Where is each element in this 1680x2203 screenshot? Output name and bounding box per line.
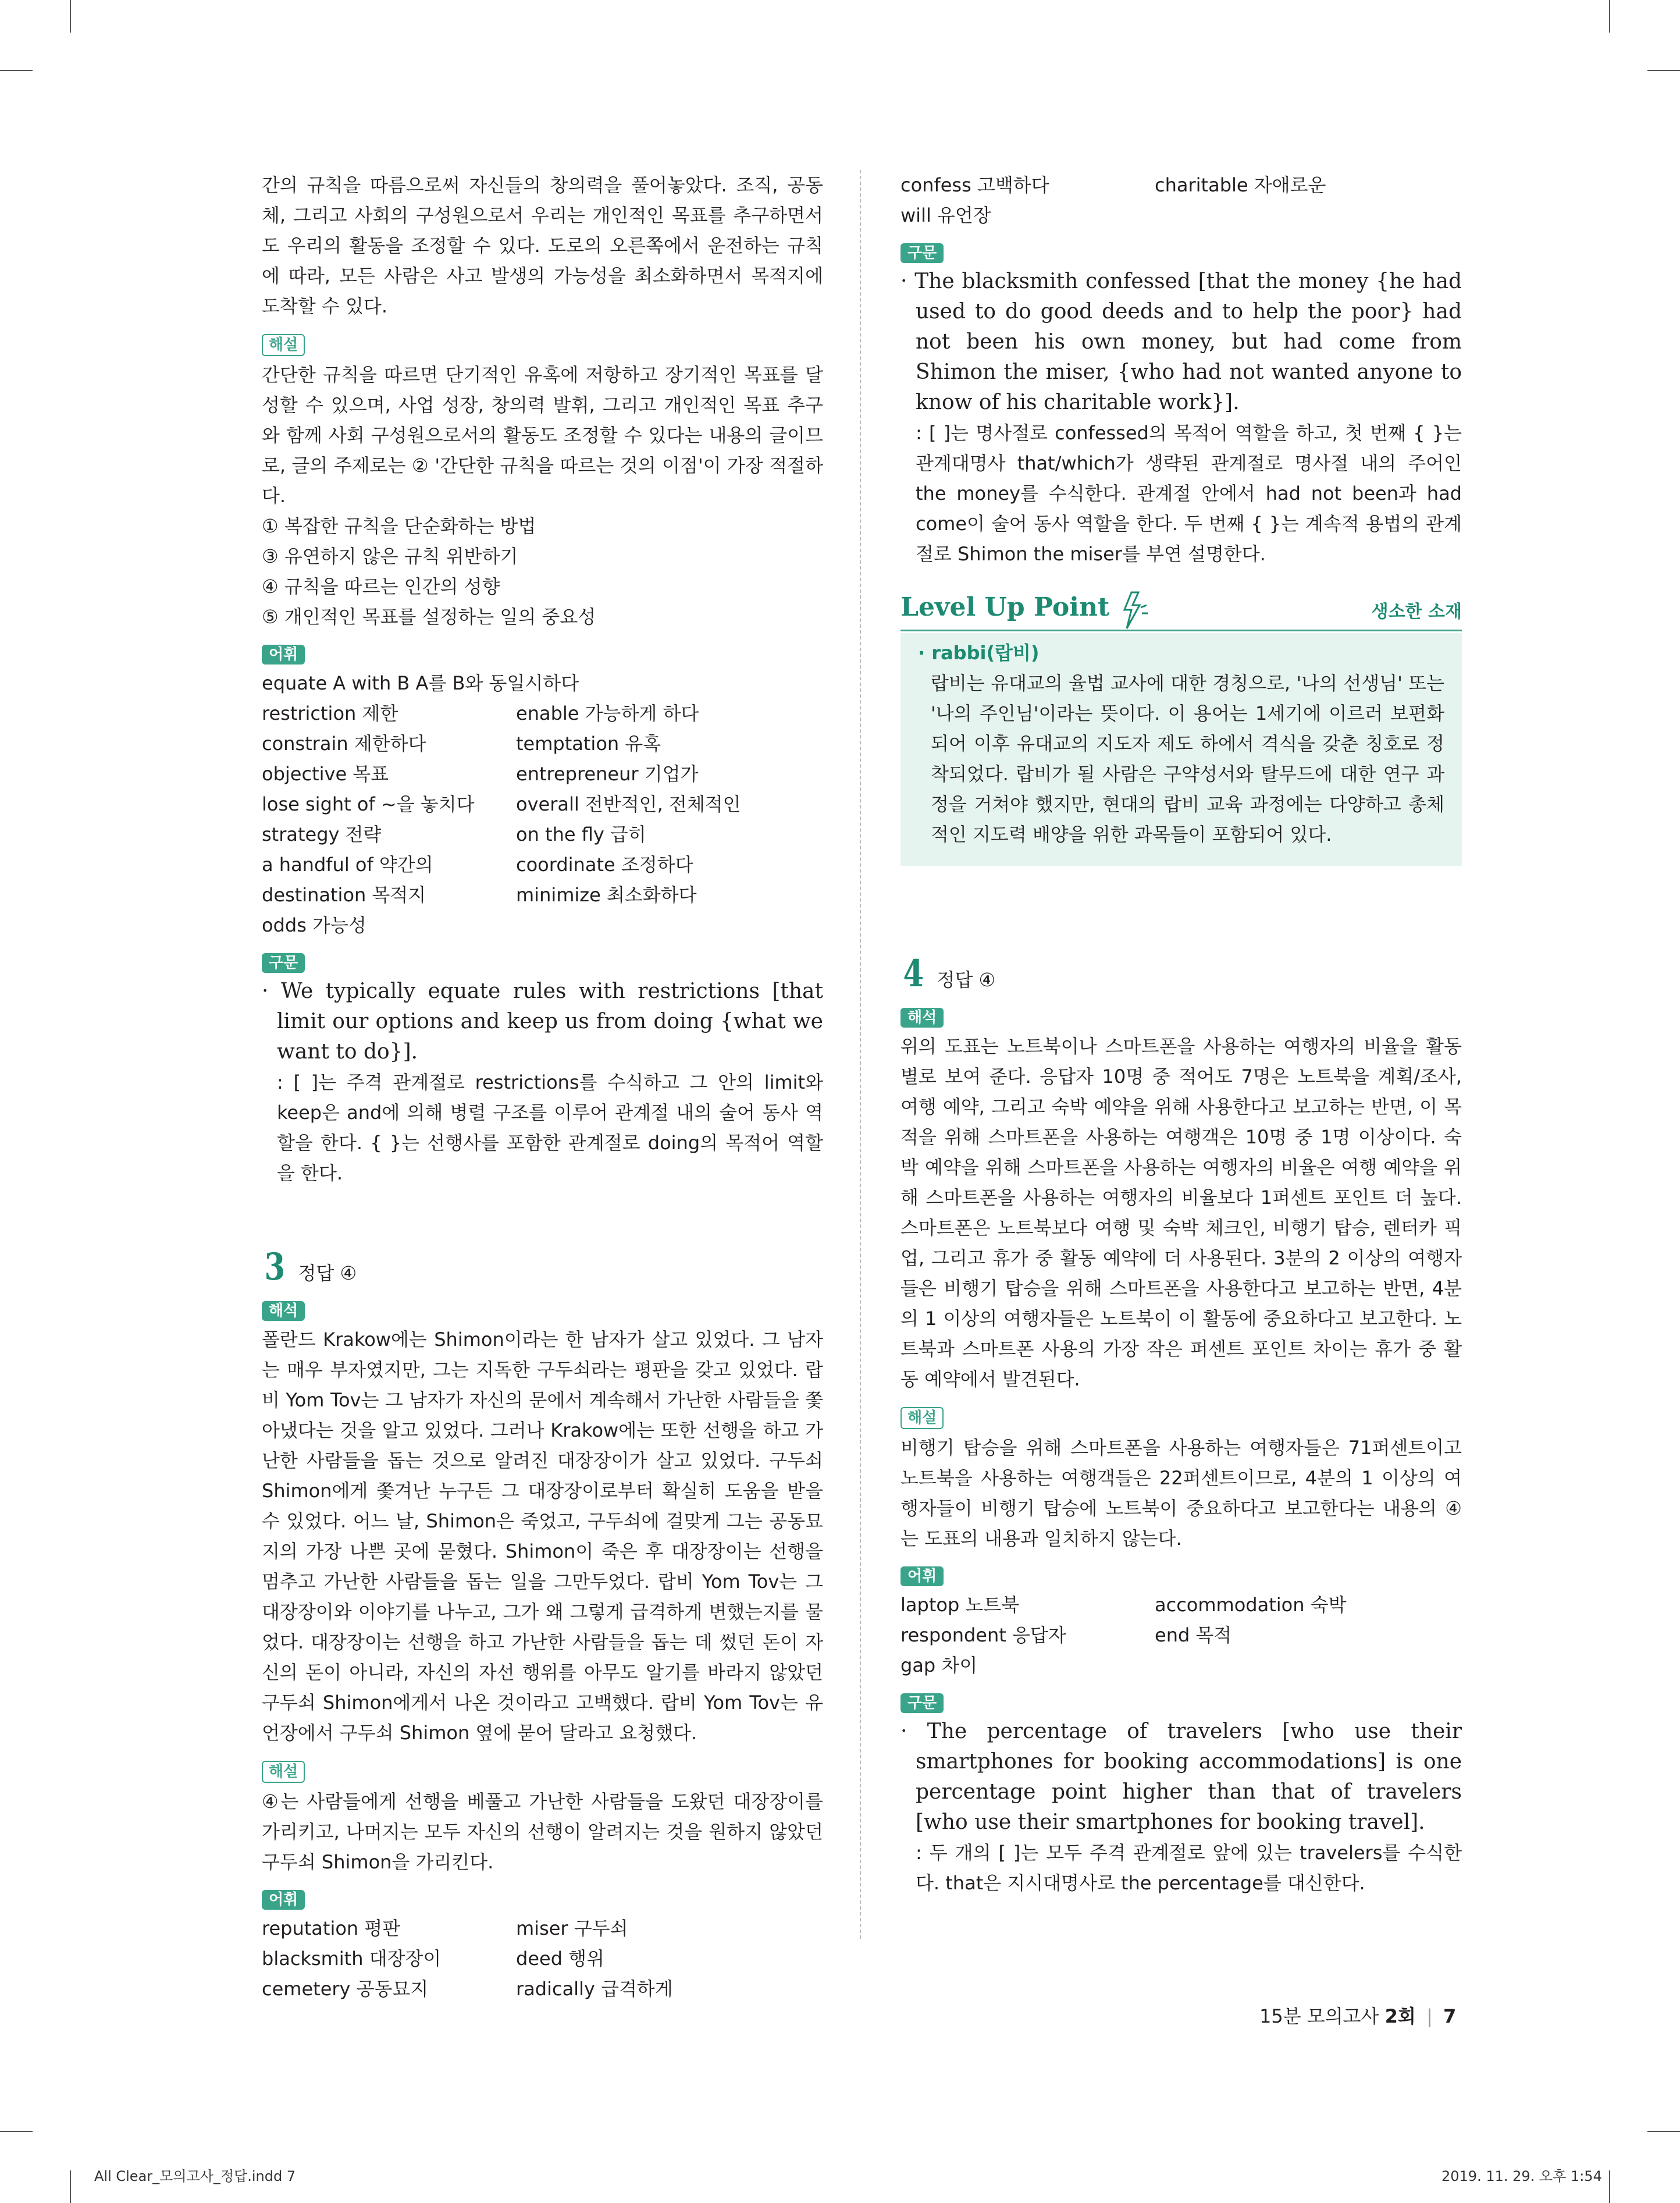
translation-text: 위의 도표는 노트북이나 스마트폰을 사용하는 여행자의 비율을 활동별로 보여 준다. 응답자 10명 중 적어도 7명은 노트북을 계획/조사, 여행 예약, 그리고 숙박 예약을 위해 사용한다고 보고하는 반면, 이 목적을 위해 스마트폰을 사용하는 여행객은 10명 중 1명 이상이다. 숙박 예약을 위해 스마트폰을 사용하는 여행자의 비율은 여행 예약을 위해 스마트폰을 사용하는 여행자의 비율보다 1퍼센트 포인트 더 높다. 스마트폰은 노트북보다 여행 및 숙박 체크인, 비행기 탑승, 렌터카 픽업, 그리고 휴가 중 활동 예약에 더 사용된다. 3분의 2 이상의 여행자들은 비행기 탑승을 위해 스마트폰을 사용한다고 보고하는 반면, 4분의 1 이상의 여행자들은 노트북이 이 활동에 중요하다고 보고한다. 노트북과 스마트폰 사용의 가장 작은 퍼센트 포인트 차이는 휴가 중 활동 예약에서 발견된다. — [900, 1035, 1462, 1390]
haeseok-badge: 해석 — [262, 1301, 305, 1321]
vocab-item: laptop 노트북 — [900, 1594, 1020, 1616]
term-description: 랍비는 유대교의 율법 교사에 대한 경칭으로, '나의 선생님' 또는 '나의 주인님'이라는 뜻이다. 이 용어는 1세기에 이르러 보편화되어 이후 유대교의 지도자 제도 하에서 격식을 갖춘 칭호로 정착되었다. 랍비가 될 사람은 구약성서와 탈무드에 대한 연구 과정을 거쳐야 했지만, 현대의 랍비 교육 과정에는 다양하고 총체적인 지도력 배양을 위한 과목들이 포함되어 있다. — [931, 672, 1444, 845]
vocab-item: respondent 응답자 — [900, 1624, 1066, 1646]
round-label: 2회 — [1384, 2005, 1416, 2027]
crop-mark — [1609, 0, 1610, 33]
lightning-icon — [1114, 590, 1149, 631]
gumun-badge: 구문 — [900, 243, 944, 263]
vocab-item: charitable 자애로운 — [1155, 174, 1326, 196]
page-number: 7 — [1443, 2005, 1457, 2027]
vocab-item: overall 전반적인, 전체적인 — [516, 793, 741, 815]
vocab-item: constrain 제한하다 — [262, 733, 426, 755]
vocab-item: entrepreneur 기업가 — [516, 763, 699, 785]
question-number: 3 — [264, 1245, 286, 1289]
vocab-item: strategy 전략 — [262, 823, 382, 845]
vocab-item — [1155, 200, 1462, 230]
title-rule — [900, 630, 1462, 631]
vocab-item: gap 차이 — [900, 1654, 978, 1676]
question-3-header — [262, 1245, 823, 1289]
slug-filename: All Clear_모의고사_정답.indd 7 — [94, 2168, 296, 2184]
page-footer: 15분 모의고사 2회 | 7 — [1259, 2005, 1457, 2027]
grammar-note: : 두 개의 [ ]는 모두 주격 관계절로 앞에 있는 travelers를 수식한다. that은 지시대명사로 the percentage를 대신한다. — [916, 1842, 1462, 1894]
vocab-item: odds 가능성 — [262, 914, 366, 936]
vocab-item: lose sight of ~을 놓치다 — [262, 793, 475, 815]
explanation-text: ④는 사람들에게 선행을 베풀고 가난한 사람들을 도왔던 대장장이를 가리키고, 나머지는 모두 자신의 선행이 알려지는 것을 원하지 않았던 구두쇠 Shimon을 가리킨다. — [262, 1790, 823, 1873]
crop-mark — [1609, 2170, 1610, 2203]
option-item: ④ 규칙을 따르는 인간의 성향 — [262, 575, 500, 598]
vocab-item: on the fly 급히 — [516, 823, 646, 845]
crop-mark — [70, 2170, 71, 2203]
vocab-item: destination 목적지 — [262, 884, 426, 906]
haeseol-badge: 해설 — [900, 1407, 944, 1429]
eohwi-badge: 어휘 — [262, 645, 305, 665]
option-list — [262, 511, 823, 632]
level-up-content — [900, 633, 1462, 866]
vocab-item: will 유언장 — [900, 204, 991, 226]
option-item: ⑤ 개인적인 목표를 설정하는 일의 중요성 — [262, 606, 596, 628]
vocab-list — [900, 170, 1462, 230]
eohwi-badge: 어휘 — [900, 1566, 944, 1586]
vocab-list — [900, 1590, 1462, 1680]
question-number: 4 — [903, 952, 924, 996]
option-item: ① 복잡한 규칙을 단순화하는 방법 — [262, 515, 536, 537]
crop-mark — [0, 2131, 33, 2132]
haeseok-badge: 해석 — [900, 1008, 944, 1028]
vocab-item: a handful of 약간의 — [262, 854, 433, 876]
crop-mark — [0, 70, 33, 71]
option-item: ③ 유연하지 않은 규칙 위반하기 — [262, 545, 518, 567]
vocab-item: miser 구두쇠 — [516, 1917, 628, 1939]
vocab-item: minimize 최소화하다 — [516, 884, 697, 906]
vocab-item: cemetery 공동묘지 — [262, 1978, 429, 2000]
series-name: 15분 모의고사 — [1259, 2005, 1379, 2027]
vocab-list — [262, 698, 823, 940]
right-column — [900, 170, 1462, 1898]
level-up-title: Level Up Point — [900, 592, 1110, 622]
vocab-list — [262, 1913, 823, 2004]
grammar-note: : [ ]는 주격 관계절로 restrictions를 수식하고 그 안의 limit와 keep은 and에 의해 병렬 구조를 이루어 관계절 내의 술어 동사 역할을 한다. { }는 선행사를 포함한 관계절로 doing의 목적어 역할을 한다. — [277, 1071, 823, 1184]
vocab-item: accommodation 숙박 — [1155, 1594, 1347, 1616]
topic-tag: 생소한 소재 — [1371, 602, 1462, 622]
crop-mark — [70, 0, 71, 33]
vocab-item: objective 목표 — [262, 763, 389, 785]
gumun-badge: 구문 — [900, 1693, 944, 1713]
vocab-item: blacksmith 대장장이 — [262, 1948, 442, 1970]
eohwi-badge: 어휘 — [262, 1890, 305, 1910]
haeseol-badge: 해설 — [262, 334, 305, 356]
column-divider — [860, 170, 861, 1939]
vocab-item: coordinate 조정하다 — [516, 854, 693, 876]
vocab-item — [516, 910, 823, 940]
level-up-point-box — [900, 592, 1462, 866]
vocab-item: deed 행위 — [516, 1948, 604, 1970]
vocab-item: temptation 유혹 — [516, 733, 661, 755]
slug-date: 2019. 11. 29. 오후 1:54 — [1441, 2168, 1602, 2184]
crop-mark — [1647, 2131, 1680, 2132]
vocab-item: reputation 평판 — [262, 1917, 401, 1939]
explanation-text: 간단한 규칙을 따르면 단기적인 유혹에 저항하고 장기적인 목표를 달성할 수 있으며, 사업 성장, 창의력 발휘, 그리고 개인적인 목표 추구와 함께 사회 구성원으로서의 활동도 조정할 수 있다는 내용의 글이므로, 글의 주제로는 ② '간단한 규칙을 따르는 것의 이점'이 가장 적절하다. — [262, 364, 823, 507]
answer-label: 정답 ④ — [937, 969, 996, 991]
vocab-item: end 목적 — [1155, 1624, 1232, 1646]
vocab-item — [1155, 1650, 1462, 1680]
example-sentence: · We typically equate rules with restrictions [that limit our options and keep us from doing {what we want to do}]. — [262, 979, 823, 1064]
translation-text: 폴란드 Krakow에는 Shimon이라는 한 남자가 살고 있었다. 그 남자는 매우 부자였지만, 그는 지독한 구두쇠라는 평판을 갖고 있었다. 랍비 Yom Tov는 그 남자가 자신의 문에서 계속해서 가난한 사람들을 쫓아냈다는 것을 알고 있었다. 그러나 Krakow에는 또한 선행을 하고 가난한 사람들을 돕는 것으로 알려진 대장장이가 살고 있었다. 구두쇠 Shimon에게 쫓겨난 누구든 그 대장장이로부터 확실히 도움을 받을 수 있었다. 어느 날, Shimon은 죽었고, 구두쇠에 걸맞게 그는 공동묘지의 가장 나쁜 곳에 묻혔다. Shimon이 죽은 후 대장장이는 선행을 멈추고 가난한 사람들을 돕는 일을 그만두었다. 랍비 Yom Tov는 그 대장장이와 이야기를 나누고, 그가 왜 그렇게 급격하게 변했는지를 물었다. 대장장이는 선행을 하고 가난한 사람들을 돕는 데 썼던 돈이 자신의 돈이 아니라, 자신의 자선 행위를 아무도 알기를 바라지 않았던 구두쇠 Shimon에게서 나온 것이라고 고백했다. 랍비 Yom Tov는 유언장에서 구두쇠 Shimon 옆에 묻어 달라고 요청했다. — [262, 1328, 823, 1744]
grammar-note: : [ ]는 명사절로 confessed의 목적어 역할을 하고, 첫 번째 { }는 관계대명사 that/which가 생략된 관계절로 명사절 내의 주어인 the money를 수식한다. 관계절 안에서 had not been과 had come이 술어 동사 역할을 한다. 두 번째 { }는 계속적 용법의 관계절로 Shimon the miser를 부연 설명한다. — [916, 422, 1462, 565]
vocab-item: radically 급격하게 — [516, 1978, 673, 2000]
example-sentence: · The percentage of travelers [who use their smartphones for booking accommodations] is one percentage point higher than that of travelers [who use their smartphones for booking travel]. — [900, 1719, 1462, 1834]
vocab-item: confess 고백하다 — [900, 174, 1049, 196]
answer-label: 정답 ④ — [298, 1262, 357, 1284]
haeseol-badge: 해설 — [262, 1761, 305, 1783]
translation-continued: 간의 규칙을 따름으로써 자신들의 창의력을 풀어놓았다. 조직, 공동체, 그리고 사회의 구성원으로서 우리는 개인적인 목표를 추구하면서도 우리의 활동을 조정할 수 있다. 도로의 오른쪽에서 운전하는 규칙에 따라, 모든 사람은 사고 발생의 가능성을 최소화하면서 목적지에 도착할 수 있다. — [262, 174, 823, 317]
term-heading: · rabbi(랍비) — [918, 642, 1040, 664]
gumun-badge: 구문 — [262, 953, 305, 973]
example-sentence: · The blacksmith confessed [that the money {he had used to do good deeds and to help the poor} had not been his own money, but had come from Shimon the miser, {who had not wanted anyone to know of his charitable work}]. — [900, 269, 1462, 414]
left-column — [262, 170, 823, 2004]
vocab-item: restriction 제한 — [262, 702, 398, 724]
vocab-first-line: equate A with B A를 B와 동일시하다 — [262, 672, 579, 694]
crop-mark — [1647, 70, 1680, 71]
question-4-header — [900, 952, 1462, 996]
explanation-text: 비행기 탑승을 위해 스마트폰을 사용하는 여행자들은 71퍼센트이고 노트북을 사용하는 여행객들은 22퍼센트이므로, 4분의 1 이상의 여행자들이 비행기 탑승에 노트북이 중요하다고 보고한다는 내용의 ④는 도표의 내용과 일치하지 않는다. — [900, 1437, 1462, 1550]
vocab-item: enable 가능하게 하다 — [516, 702, 699, 724]
